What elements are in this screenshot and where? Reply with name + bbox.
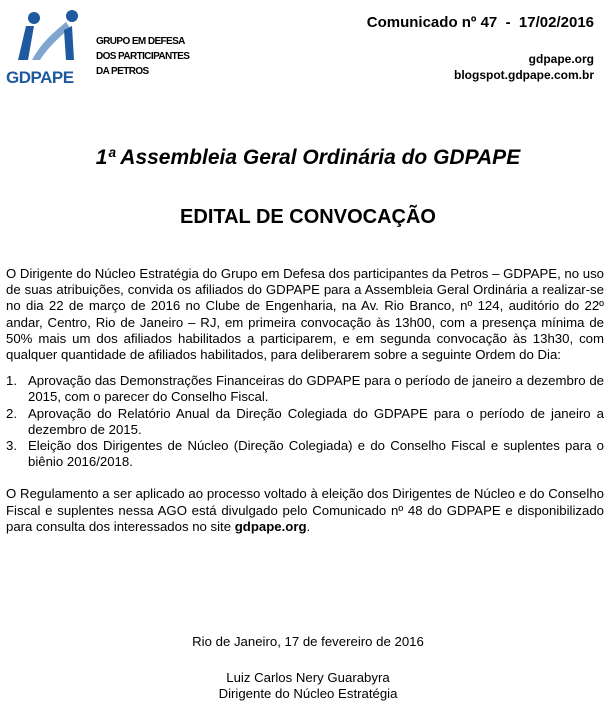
gdpape-logo-icon (12, 8, 84, 66)
agenda-number: 1. (6, 373, 17, 389)
regulation-site-link[interactable]: gdpape.org (234, 518, 307, 534)
agenda-number: 2. (6, 405, 17, 421)
agenda-item (6, 373, 604, 405)
regulation-text: O Regulamento a ser aplicado ao processo voltado à eleição dos Dirigentes de Núcleo e do Conselho Fiscal e suplentes nessa AGO está divulgado pelo Comunicado nº 48 do GDPAPE e disponibilizado para consulta dos interessados no site (6, 486, 604, 534)
group-name-line: DA PETROS (96, 66, 149, 77)
signer-role: Dirigente do Núcleo Estratégia (218, 686, 398, 701)
blog-link[interactable]: blogspot.gdpape.com.br (454, 68, 594, 82)
document-body (6, 266, 604, 535)
regulation-end: . (306, 518, 311, 534)
logo-text: GDPAPE (6, 68, 74, 87)
regulation-paragraph (6, 486, 604, 535)
agenda-list (6, 373, 604, 470)
group-name-line: DOS PARTICIPANTES (96, 51, 190, 62)
place-date: Rio de Janeiro, 17 de fevereiro de 2016 (192, 634, 424, 649)
document-subtitle: EDITAL DE CONVOCAÇÃO (180, 206, 436, 228)
agenda-text: Aprovação das Demonstrações Financeiras do GDPAPE para o período de janeiro a dezembro de 2015, com o parecer do Conselho Fiscal. (28, 373, 604, 405)
gdpape-logo (6, 8, 90, 88)
agenda-number: 3. (6, 438, 17, 454)
group-name (96, 34, 216, 79)
agenda-item (6, 438, 604, 470)
signer-name: Luiz Carlos Nery Guarabyra (226, 670, 390, 685)
agenda-text: Aprovação do Relatório Anual da Direção Colegiada do GDPAPE para o período de janeiro a dezembro de 2015. (28, 405, 604, 437)
comunicado-number: Comunicado nº 47 - 17/02/2016 (366, 14, 594, 31)
site-link[interactable]: gdpape.org (528, 52, 594, 66)
agenda-text: Eleição dos Dirigentes de Núcleo (Direção Colegiada) e do Conselho Fiscal e suplentes para o biênio 2016/2018. (28, 438, 604, 470)
intro-paragraph: O Dirigente do Núcleo Estratégia do Grupo em Defesa dos participantes da Petros – GDPAPE, no uso de suas atribuições, convida os afiliados do GDPAPE para a Assembleia Geral Ordinária a realizar-se no dia 22 de março de 2016 no Clube de Engenharia, na Av. Rio Branco, nº 124, auditório do 22º andar, Centro, Rio de Janeiro – RJ, em primeira convocação às 13h00, com a presença mínima de 50% mais um dos afiliados habilitados a participarem, e em segunda convocação às 13h30, com qualquer quantidade de afiliados habilitados, para deliberarem sobre a seguinte Ordem do Dia: (6, 266, 604, 363)
document-title: 1ª Assembleia Geral Ordinária do GDPAPE (95, 146, 521, 169)
agenda-item (6, 406, 604, 438)
group-name-line: GRUPO EM DEFESA (96, 36, 185, 47)
signature-block (0, 670, 616, 702)
